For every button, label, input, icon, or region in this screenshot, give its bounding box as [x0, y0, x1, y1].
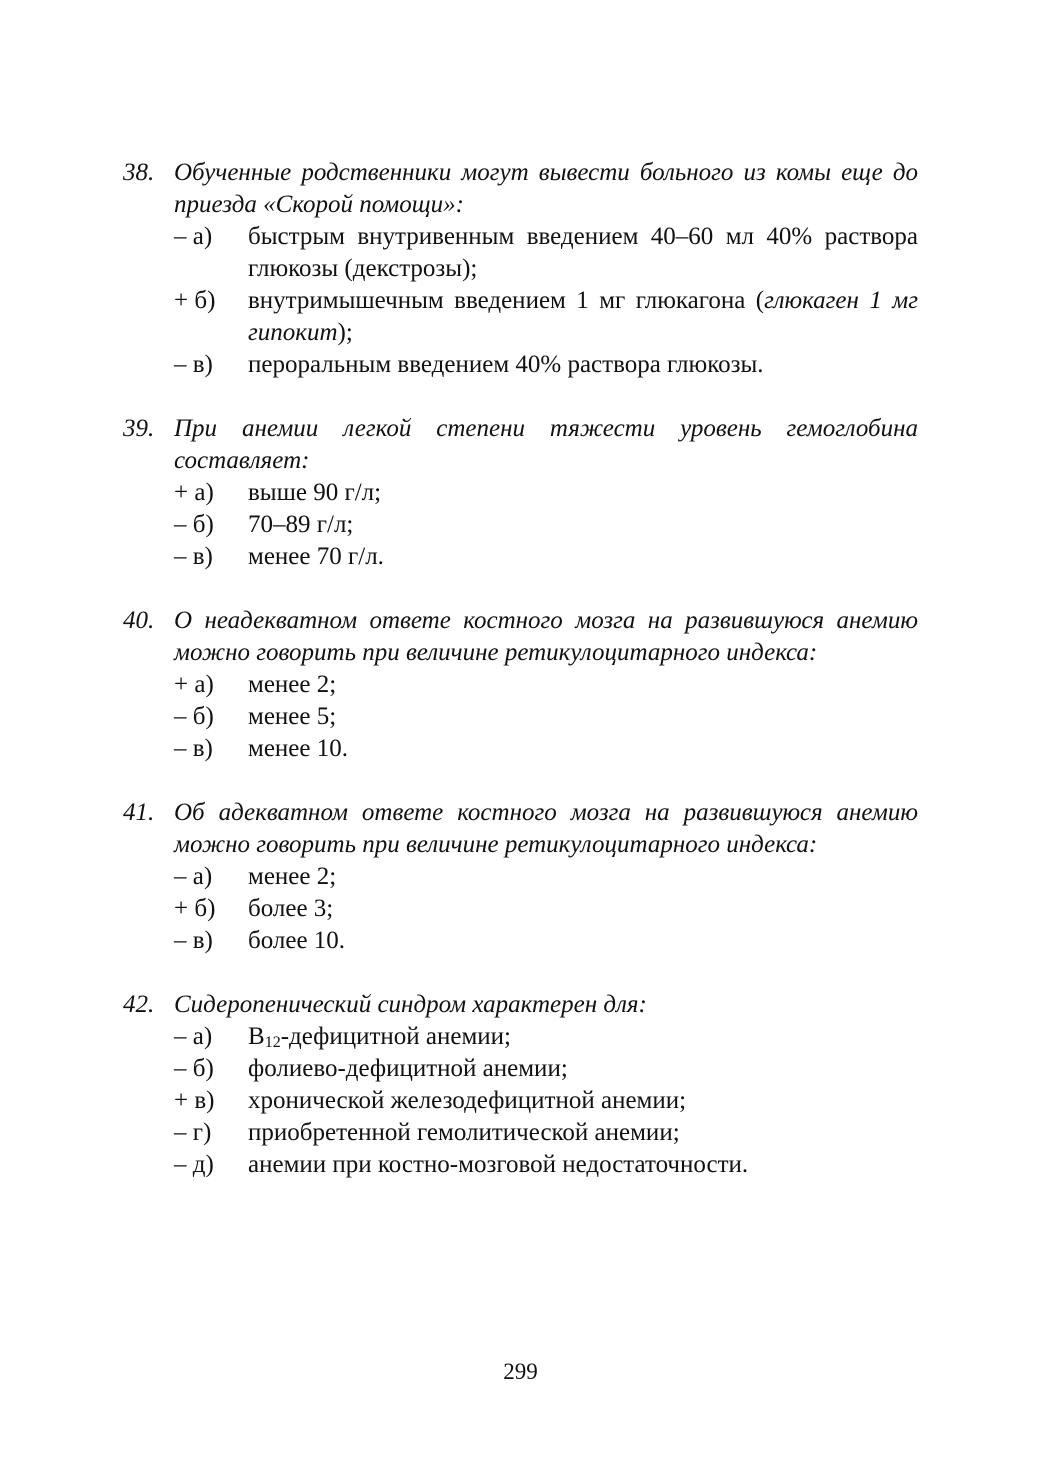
option-text: быстрым внутривенным введением 40–60 мл 40% раствора глюкозы (декстрозы);: [248, 223, 918, 282]
answer-option: [123, 1149, 918, 1181]
answer-option: [123, 1021, 918, 1053]
option-text: менее 5;: [248, 703, 337, 730]
answer-option: [123, 285, 918, 349]
question-number: 38.: [123, 159, 155, 186]
option-mark: – б): [174, 1055, 214, 1082]
question-42: [123, 989, 918, 1181]
option-mark: – д): [174, 1151, 214, 1178]
answer-option: [123, 701, 918, 733]
option-text: более 10.: [248, 927, 346, 954]
question-41: [123, 797, 918, 957]
option-mark: + в): [174, 1087, 215, 1114]
answer-option: [123, 541, 918, 573]
option-mark: – б): [174, 511, 214, 538]
option-text: 70–89 г/л;: [248, 511, 354, 538]
option-mark: – а): [174, 863, 213, 890]
option-mark: – в): [174, 543, 213, 570]
answer-option: [123, 477, 918, 509]
italic-drug-name: глюкаген 1 мг гипокит: [248, 287, 919, 346]
question-text: При анемии легкой степени тяжести уровень гемоглобина составляет:: [174, 415, 918, 474]
answer-option: [123, 221, 918, 285]
option-text: фолиево-дефицитной анемии;: [248, 1055, 568, 1082]
question-text: О неадекватном ответе костного мозга на развившуюся анемию можно говорить при величине ретикулоцитарного индекса:: [174, 607, 918, 666]
question-number: 42.: [123, 991, 155, 1018]
test-questions: [123, 157, 918, 1213]
option-mark: – а): [174, 223, 213, 250]
answer-option: [123, 1085, 918, 1117]
answer-option: [123, 669, 918, 701]
option-text: более 3;: [248, 895, 334, 922]
subscript: 12: [264, 1034, 281, 1051]
answer-option: [123, 1117, 918, 1149]
question-text: Об адекватном ответе костного мозга на развившуюся анемию можно говорить при величине ретикулоцитарного индекса:: [174, 799, 918, 858]
answer-option: [123, 349, 918, 381]
answer-option: [123, 893, 918, 925]
option-mark: + а): [174, 671, 214, 698]
answer-option: [123, 861, 918, 893]
option-text: внутримышечным введением 1 мг глюкагона (глюкаген 1 мг гипокит);: [248, 287, 919, 346]
question-40: [123, 605, 918, 765]
option-text: $В_{12}$-дефицитной анемии;: [248, 1023, 511, 1051]
option-mark: + б): [174, 287, 216, 314]
option-text: пероральным введением 40% раствора глюкозы.: [248, 351, 764, 378]
option-text: хронической железодефицитной анемии;: [248, 1087, 687, 1114]
option-text: менее 2;: [248, 863, 337, 890]
option-mark: – б): [174, 703, 214, 730]
option-mark: – в): [174, 351, 213, 378]
page-number: 299: [503, 1359, 538, 1384]
option-text: выше 90 г/л;: [248, 479, 382, 506]
option-mark: – в): [174, 927, 213, 954]
question-number: 41.: [123, 799, 155, 826]
option-mark: – в): [174, 735, 213, 762]
question-text: Обученные родственники могут вывести больного из комы еще до приезда «Скорой помощи»:: [174, 159, 918, 218]
answer-option: [123, 509, 918, 541]
option-text: менее 2;: [248, 671, 337, 698]
option-mark: + а): [174, 479, 214, 506]
answer-option: [123, 1053, 918, 1085]
option-mark: – г): [174, 1119, 212, 1146]
option-mark: – а): [174, 1023, 213, 1050]
answer-option: [123, 925, 918, 957]
question-text: Сидеропенический синдром характерен для:: [174, 991, 647, 1018]
question-38: [123, 157, 918, 381]
question-number: 40.: [123, 607, 155, 634]
option-text: приобретенной гемолитической анемии;: [248, 1119, 680, 1146]
option-text: анемии при костно-мозговой недостаточности.: [248, 1151, 749, 1178]
option-mark: + б): [174, 895, 216, 922]
option-text: менее 10.: [248, 735, 348, 762]
question-39: [123, 413, 918, 573]
answer-option: [123, 733, 918, 765]
question-number: 39.: [123, 415, 155, 442]
option-text: менее 70 г/л.: [248, 543, 384, 570]
